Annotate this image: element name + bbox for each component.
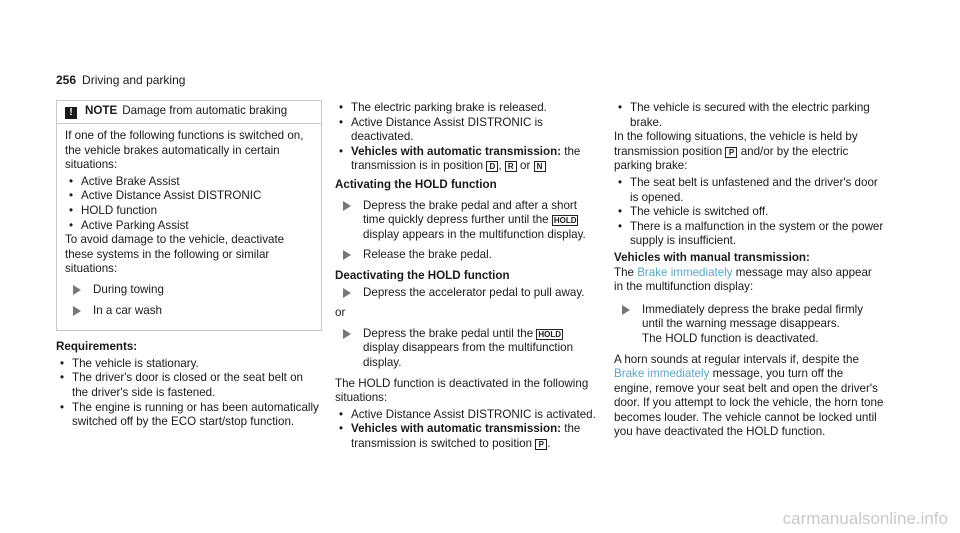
list-item: • Active Distance Assist DISTRONIC is activated. xyxy=(335,408,600,423)
list-item: • There is a malfunction in the system or the power supply is insufficient. xyxy=(614,220,884,249)
activation-step xyxy=(335,248,600,263)
step-text: During towing xyxy=(93,282,164,296)
list-item: • Active Distance Assist DISTRONIC is deactivated. xyxy=(335,116,600,145)
or-text: or xyxy=(335,306,346,320)
note-advice: To avoid damage to the vehicle, deactivate these systems in the following or similar situations: xyxy=(65,233,285,276)
gear-r-symbol: R xyxy=(505,161,517,172)
list-item: • The vehicle is stationary. xyxy=(56,357,322,372)
brake-immediately-message: Brake immediately xyxy=(637,265,733,279)
arrow-right-icon xyxy=(343,250,351,260)
text: , xyxy=(498,159,505,173)
activation-step xyxy=(335,199,600,243)
text: In the following situations, the vehicle is held by transmission position xyxy=(614,130,858,158)
list-item: • HOLD function xyxy=(65,204,313,219)
gear-d-symbol: D xyxy=(486,161,498,172)
note-intro: If one of the following functions is switched on, the vehicle brakes automatically in certain situations: xyxy=(65,129,304,172)
list-item: • The seat belt is unfastened and the driver's door is opened. xyxy=(614,176,884,205)
deactivation-list-continued xyxy=(614,101,884,130)
list-item: • Active Distance Assist DISTRONIC xyxy=(65,189,313,204)
text: Depress the brake pedal until the xyxy=(363,326,537,340)
column-right xyxy=(614,101,884,442)
note-label: NOTE xyxy=(85,104,118,117)
horn-text xyxy=(614,353,884,441)
situation-step xyxy=(65,304,313,319)
text: the transmission is in position xyxy=(351,144,581,173)
warning-icon: ! xyxy=(65,107,77,119)
text: and/or by the electric parking brake: xyxy=(614,144,849,173)
manual-text xyxy=(614,266,884,295)
list-item: • The engine is running or has been automatically switched off by the ECO start/stop function. xyxy=(56,401,322,430)
step-text: In a car wash xyxy=(93,303,162,317)
gear-p-symbol: P xyxy=(725,147,737,158)
list-item: • The electric parking brake is released. xyxy=(335,101,600,116)
list-item: • The vehicle is secured with the electric parking brake. xyxy=(614,101,884,130)
text: Depress the brake pedal and after a short time quickly depress further until the xyxy=(363,198,577,227)
manual-step xyxy=(614,303,884,347)
deactivation-list xyxy=(335,408,600,452)
hold-symbol: HOLD xyxy=(538,329,562,339)
hold-symbol: HOLD xyxy=(553,216,577,226)
list-item: • The vehicle is switched off. xyxy=(614,205,884,220)
section-title: Driving and parking xyxy=(82,73,186,87)
arrow-right-icon xyxy=(73,285,81,295)
text: Immediately depress the brake pedal firmly until the warning message disappears. xyxy=(642,302,864,331)
gear-n-symbol: N xyxy=(534,161,546,172)
note-header xyxy=(57,101,321,124)
text: display disappears from the multifunction display. xyxy=(363,341,574,369)
list-item xyxy=(335,422,600,451)
page-header xyxy=(56,73,185,88)
arrow-right-icon xyxy=(622,305,630,315)
text: message may also appear in the multifunction display: xyxy=(614,265,872,294)
note-box xyxy=(56,100,322,331)
arrow-right-icon xyxy=(343,201,351,211)
text: A horn sounds at regular intervals if, despite the xyxy=(614,352,859,366)
text: the transmission is switched to position xyxy=(351,422,581,450)
text: message, you turn off the engine, remove your seat belt and open the driver's door. If you attempt to lock the vehicle, the horn tone becomes louder. The vehicle cannot be locked until you have deactivated the HOLD function. xyxy=(614,367,884,439)
note-title: Damage from automatic braking xyxy=(122,104,288,117)
deactivation-intro: The HOLD function is deactivated in the following situations: xyxy=(335,376,589,405)
note-body xyxy=(57,124,321,330)
step-result: The HOLD function is deactivated. xyxy=(642,331,819,345)
requirements-list-continued xyxy=(335,101,600,174)
list-item: • Active Parking Assist xyxy=(65,219,313,234)
text: . xyxy=(547,436,551,450)
requirements-list xyxy=(56,357,322,430)
text: or xyxy=(516,159,534,173)
arrow-right-icon xyxy=(343,288,351,298)
list-item xyxy=(335,145,600,174)
activating-heading: Activating the HOLD function xyxy=(335,177,497,191)
requirements-heading: Requirements: xyxy=(56,340,138,354)
text: display appears in the multifunction display. xyxy=(363,227,586,241)
situation-step xyxy=(65,283,313,298)
label: Vehicles with automatic transmission: xyxy=(351,144,562,158)
arrow-right-icon xyxy=(343,329,351,339)
deactivation-step xyxy=(335,327,600,371)
function-list xyxy=(65,175,313,233)
list-item: • The driver's door is closed or the seat belt on the driver's side is fastened. xyxy=(56,371,322,400)
text: Release the brake pedal. xyxy=(363,248,492,262)
list-item: • Active Brake Assist xyxy=(65,175,313,190)
arrow-right-icon xyxy=(73,306,81,316)
label: Vehicles with automatic transmission: xyxy=(351,422,562,436)
deactivating-heading: Deactivating the HOLD function xyxy=(335,268,510,282)
brake-immediately-message: Brake immediately xyxy=(614,367,710,381)
column-middle xyxy=(335,101,600,451)
held-list xyxy=(614,176,884,249)
held-intro xyxy=(614,130,884,174)
page-number: 256 xyxy=(56,73,77,87)
gear-p-symbol: P xyxy=(535,439,547,450)
text: Depress the accelerator pedal to pull away. xyxy=(363,285,585,299)
deactivation-step xyxy=(335,286,600,301)
text: The xyxy=(614,265,638,279)
manual-heading: Vehicles with manual transmission: xyxy=(614,250,810,264)
watermark: carmanualsonline.info xyxy=(782,509,948,529)
column-left xyxy=(56,100,322,430)
